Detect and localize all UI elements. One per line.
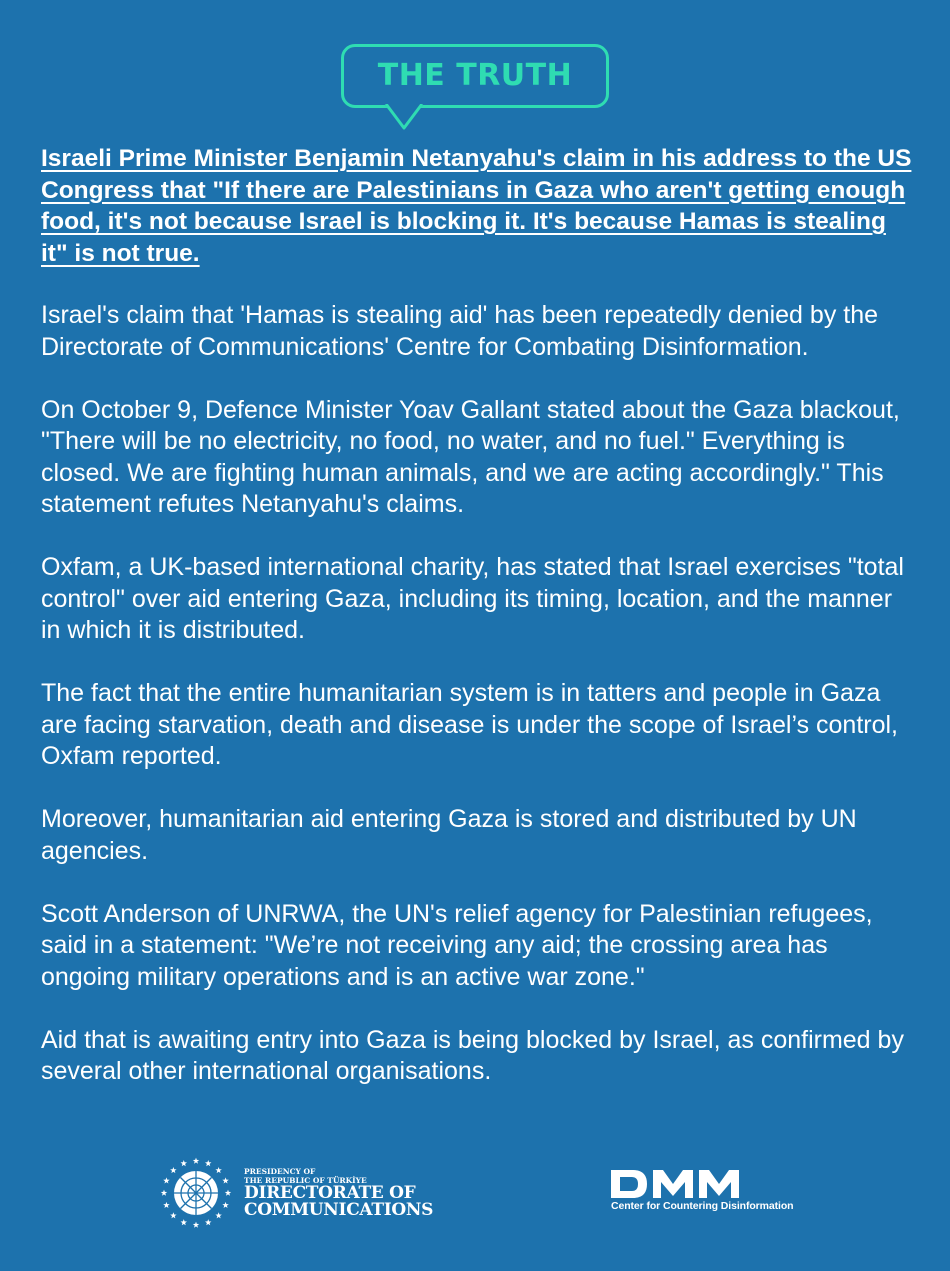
org-line-2: THE REPUBLIC OF TÜRKİYE (244, 1176, 367, 1185)
org-line-1: PRESIDENCY OF (244, 1167, 316, 1176)
paragraph-7: Aid that is awaiting entry into Gaza is being blocked by Israel, as confirmed by several other international organisations. (41, 1025, 904, 1085)
paragraph-3: Oxfam, a UK-based international charity, has stated that Israel exercises "total control" over aid entering Gaza, including its timing, location, and the manner in which it is distributed. (41, 553, 904, 644)
article-body (41, 143, 916, 1119)
seal-star (205, 1160, 211, 1166)
seal-star (225, 1190, 231, 1196)
dmm-logo (611, 1170, 793, 1212)
seal-star (170, 1167, 176, 1173)
seal-star (215, 1167, 221, 1173)
seal-star (163, 1202, 169, 1208)
paragraph-1: Israel's claim that 'Hamas is stealing aid' has been repeatedly denied by the Directorate of Communications' Centre for Combating Disinformation. (41, 301, 879, 361)
headline: Israeli Prime Minister Benjamin Netanyahu's claim in his address to the US Congress that "If there are Palestinians in Gaza who aren't getting enough food, it's not because Israel is blocking it. It's because Hamas is stealing it" is not true. (41, 145, 912, 267)
seal-star (181, 1219, 187, 1225)
the-truth-badge (341, 44, 609, 108)
badge-label: THE TRUTH (377, 58, 573, 93)
seal-star (222, 1177, 228, 1183)
seal-star (205, 1219, 211, 1225)
seal-star (161, 1190, 167, 1196)
seal-star (193, 1222, 199, 1228)
paragraph-5: Moreover, humanitarian aid entering Gaza is stored and distributed by UN agencies. (41, 805, 857, 865)
directorate-of-communications-logo (158, 1155, 433, 1231)
seal-star (163, 1177, 169, 1183)
seal-star (193, 1158, 199, 1164)
organization-name (244, 1167, 433, 1219)
seal-star (222, 1202, 228, 1208)
presidential-seal-icon (158, 1155, 234, 1231)
seal-star (170, 1212, 176, 1218)
seal-star (215, 1212, 221, 1218)
org-line-3: DIRECTORATE OF (244, 1183, 416, 1203)
paragraph-4: The fact that the entire humanitarian system is in tatters and people in Gaza are facing starvation, death and disease is under the scope of Israel’s control, Oxfam reported. (41, 679, 898, 770)
dmm-wordmark-icon (611, 1170, 769, 1198)
paragraph-2: On October 9, Defence Minister Yoav Gallant stated about the Gaza blackout, "There will be no electricity, no food, no water, and no fuel." Everything is closed. We are fighting human animals, and we are acting accordingly." This statement refutes Netanyahu's claims. (41, 395, 900, 518)
paragraph-6: Scott Anderson of UNRWA, the UN's relief agency for Palestinian refugees, said in a statement: "We’re not receiving any aid; the crossing area has ongoing military operations and is an active war zone." (41, 899, 873, 991)
org-line-4: COMMUNICATIONS (244, 1200, 434, 1220)
dmm-subtitle: Center for Countering Disinformation (611, 1200, 794, 1212)
seal-star (181, 1160, 187, 1166)
speech-bubble-tail-icon (384, 104, 424, 132)
